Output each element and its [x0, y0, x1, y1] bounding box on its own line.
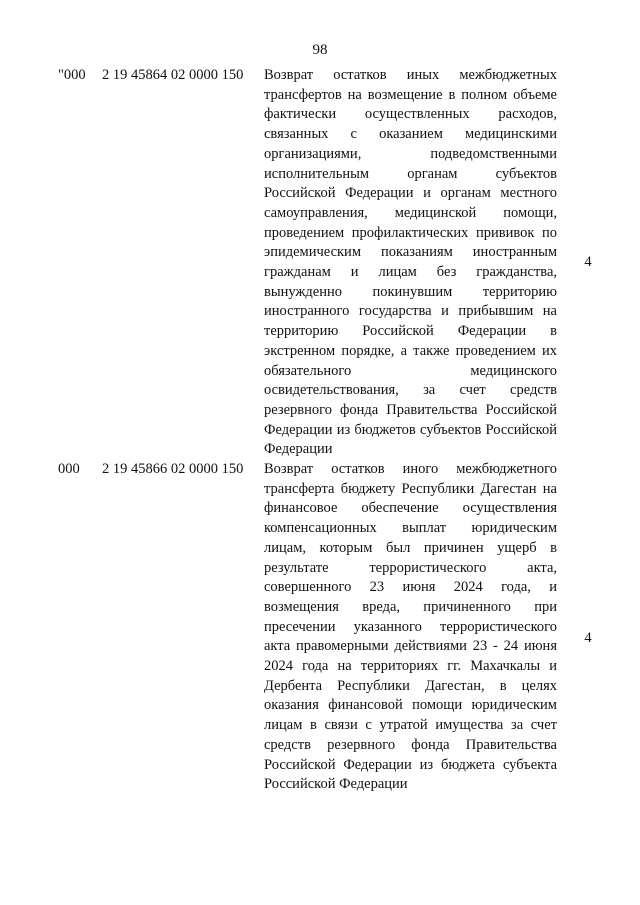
budget-classification-code: 2 19 45866 02 0000 150	[102, 461, 244, 477]
admin-code: 000	[58, 461, 80, 477]
page-number: 98	[312, 42, 328, 58]
row-description: Возврат остатков иных межбюджетных трансфертов на возмещение в полном объеме фактически осуществленных расходов, связанных с оказанием медицинскими организациями, подведомственными исполнительным органам субъектов Российской Федерации и органам местного самоуправления, медицинской помощи, проведением профилактических прививок по эпидемическим показаниям иностранным гражданам и лицам без гражданства, вынужденно покинувшим территорию иностранного государства и прибывшим на территорию Российской Федерации в экстренном порядке, а также проведением их обязательного медицинского освидетельствования, за счет средств резервного фонда Правительства Российской Федерации из бюджетов субъектов Российской Федерации	[264, 67, 557, 458]
budget-classification-code: 2 19 45864 02 0000 150	[102, 67, 244, 83]
row-amount: 4	[584, 254, 592, 270]
admin-code: "000	[58, 67, 86, 83]
row-description: Возврат остатков иного межбюджетного трансферта бюджету Республики Дагестан на финансовое обеспечение осуществления компенсационных выплат юридическим лицам, которым был причинен ущерб в результате террористического акта, совершенного 23 июня 2024 года, и возмещения вреда, причиненного при пресечении указанного террористического акта правомерными действиями 23 - 24 июня 2024 года на территориях гг. Махачкалы и Дербента Республики Дагестан, в целях оказания финансовой помощи юридическим лицам в связи с утратой имущества за счет средств резервного фонда Правительства Российской Федерации из бюджета субъекта Российской Федерации	[264, 461, 557, 793]
row-amount: 4	[584, 630, 592, 646]
